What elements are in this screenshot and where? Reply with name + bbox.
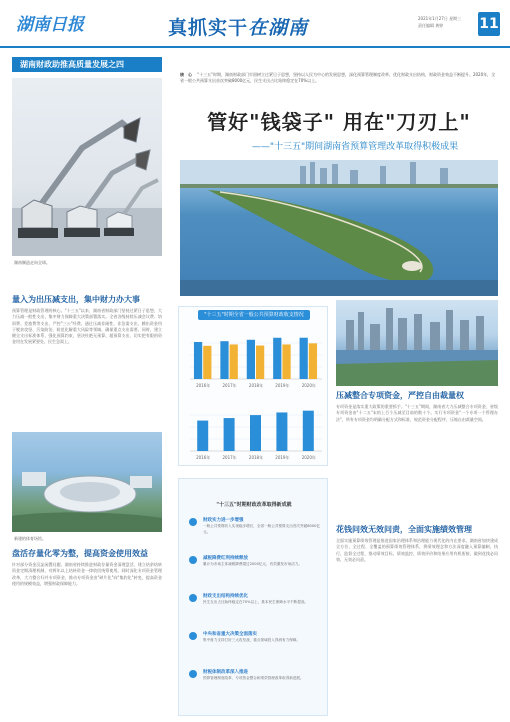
achievement-body: 民生支出占比始终稳定在70%以上，基本民生保障水平不断提高。 (203, 600, 309, 604)
achievement-item (203, 669, 321, 701)
bar (256, 346, 264, 379)
x-tick-label: 2017年 (222, 455, 237, 460)
bar (309, 343, 317, 379)
achievement-item (203, 555, 321, 587)
issue-meta (418, 15, 476, 29)
chart-panel-title-text: "十三五"时期全省一般公共预算财政收支情况 (198, 310, 310, 320)
x-tick-label: 2019年 (275, 455, 290, 460)
achievement-body: 预算管理制度改革、专项资金整合和绩效管理改革取得新进展。 (203, 676, 304, 680)
bar (250, 415, 261, 451)
achievement-head: 中央和省重大决策全面落实 (203, 632, 257, 637)
section-body-4: 全面实施预算绩效管理是推进国家治理体系和治理能力现代化的内在要求。湖南省加快建成全方位、全过程、全覆盖的预算绩效管理体系，将绩效理念和方法深度融入预算编制、执行、监督全过程，推动绩效目标、绩效监控、绩效评价和结果应用有机衔接，做到花钱必问效、无效必问责。 (336, 538, 498, 562)
x-tick-label: 2019年 (275, 383, 290, 388)
achievement-item (203, 593, 321, 625)
fiscal-chart-2 (180, 397, 328, 463)
achievement-head: 财政实力进一步增强 (203, 518, 244, 523)
x-tick-label: 2018年 (248, 383, 264, 388)
stadium-photo (12, 432, 162, 532)
achievement-body: 集中财力支持打好三大攻坚战，重点领域投入得到有力保障。 (203, 638, 301, 642)
issue-date: 2021年1月27日 星期三 (418, 16, 462, 21)
section-body-2: 针对部分资金沉淀闲置问题，湖南省持续推进财政存量资金清理盘活，建立结余结转资金定期清理机制，对两年以上结转资金一律收回统筹使用。同时深化专项资金管理改革，大力整合归并专项资金，推动专项资金由"碎片化"向"集约化"转变，提高资金使用的规模效益，增强财政保障能力。 (12, 562, 162, 586)
achievements-panel (178, 478, 328, 716)
bar (247, 340, 255, 379)
x-tick-label: 2018年 (248, 455, 264, 460)
bar (282, 344, 290, 379)
bar (300, 338, 308, 379)
coin-icon (189, 518, 197, 526)
section-heading-2: 盘活存量化零为整，提高资金使用效益 (12, 549, 148, 558)
city-illustration (336, 300, 498, 386)
bar (230, 344, 238, 379)
stadium-caption: 新建的体育场馆。 (14, 536, 46, 541)
intro-text: "十三五"时期，湖南财政部门牢固树立过紧日子思想，坚持以人民为中心的发展思想，深化预算管理制度改革，优化财政支出结构，财政资金效益不断提升。2020年，全省一般公共预算支出首次突破8000亿元，民生支出占比始终稳定在70%以上。 (180, 72, 496, 83)
article-title: 管好"钱袋子" 用在"刀刃上" (207, 110, 471, 134)
section-body-3: 专项资金是落实重大政策的重要抓手。"十三五"期间，湖南省大力压减整合专项资金，省级专项资金由"十二五"末的上百个压减至目前的数十个。实行专项资金"一个专项一个管理办法"，所有专项资金均明确分配方式和标准，规范资金分配程序，压缩自由裁量空间。 (336, 404, 498, 422)
masthead (0, 0, 510, 48)
achievement-head: 减税降费红利持续释放 (203, 556, 248, 561)
article-intro (180, 72, 498, 108)
column-banner (168, 14, 308, 42)
x-tick-label: 2017年 (222, 383, 237, 388)
bar (276, 412, 287, 451)
chart-panel-title (179, 311, 329, 318)
policy-icon (189, 632, 197, 640)
achievement-body: 一般公共预算收入实现稳步增长，全省一般公共预算支出首次突破8000亿元。 (203, 524, 320, 534)
bar (220, 341, 228, 379)
x-tick-label: 2020年 (301, 455, 316, 460)
excavators-photo (12, 78, 162, 256)
bar (224, 418, 235, 451)
intro-label: 核 心 (180, 72, 192, 77)
excavators-caption: 湖南制造走向全球。 (14, 260, 50, 265)
section-heading-3: 压减整合专项资金，严控自由裁量权 (336, 391, 464, 400)
achievement-item (203, 517, 321, 549)
structure-icon (189, 594, 197, 602)
tax-icon (189, 556, 197, 564)
achievement-item (203, 631, 321, 663)
issue-editor: 责任编辑 黄婷 (418, 23, 444, 28)
reform-icon (189, 670, 197, 678)
x-tick-label: 2020年 (301, 383, 316, 388)
bar (273, 338, 281, 379)
newspaper-logo: 湖南日报 (16, 15, 84, 35)
section-heading-1: 量入为出压减支出，集中财力办大事 (12, 295, 140, 304)
excavators-illustration (12, 78, 162, 256)
section-body-1: 预算管理是财政管理的核心。"十三五"以来，湖南省财政部门坚持过紧日子思想，大力压减一般性支出，集中财力保障重大决策部署落实。全省各级持续压减会议费、培训费、差旅费等支出，严控"三公"经费。通过压减非刚性、非急需支出，腾出资金用于脱贫攻坚、污染防治、防范化解重大风险等领域，确保重点支出需要。同时，建立健全支出标准体系，强化预算约束，坚决杜绝无预算、超预算支出，切实把有限的资金用在发展紧要处、民生急需上。 (12, 308, 162, 345)
x-tick-label: 2016年 (196, 455, 211, 460)
achievement-body: 累计为市场主体减税降费超过2000亿元，有效激发市场活力。 (203, 562, 302, 566)
achievement-head: 财税体制改革深入推进 (203, 670, 248, 675)
column-banner-main: 真抓实干 (168, 17, 249, 39)
series-banner: 湖南财政助推高质量发展之四 (12, 57, 162, 72)
island-illustration (180, 160, 498, 296)
stadium-illustration (12, 432, 162, 532)
section-heading-4: 花钱问效无效问责，全面实施绩效管理 (336, 525, 472, 534)
bar (194, 342, 202, 379)
fiscal-chart-panel (178, 306, 328, 466)
bar (203, 346, 211, 379)
island-aerial-photo (180, 160, 498, 296)
column-banner-italic: 在湖南 (248, 17, 309, 39)
article-subtitle: ——"十三五"期间湖南省预算管理改革取得积极成果 (251, 142, 459, 152)
bar (197, 421, 208, 451)
fiscal-chart-1 (180, 325, 328, 391)
bar (303, 411, 314, 451)
achievement-head: 财政支出结构持续优化 (203, 594, 248, 599)
page-number: 11 (478, 12, 500, 36)
achievements-title: "十三五"时期财政改革取得新成就 (216, 502, 292, 508)
x-tick-label: 2016年 (196, 383, 211, 388)
city-skyline-photo (336, 300, 498, 386)
